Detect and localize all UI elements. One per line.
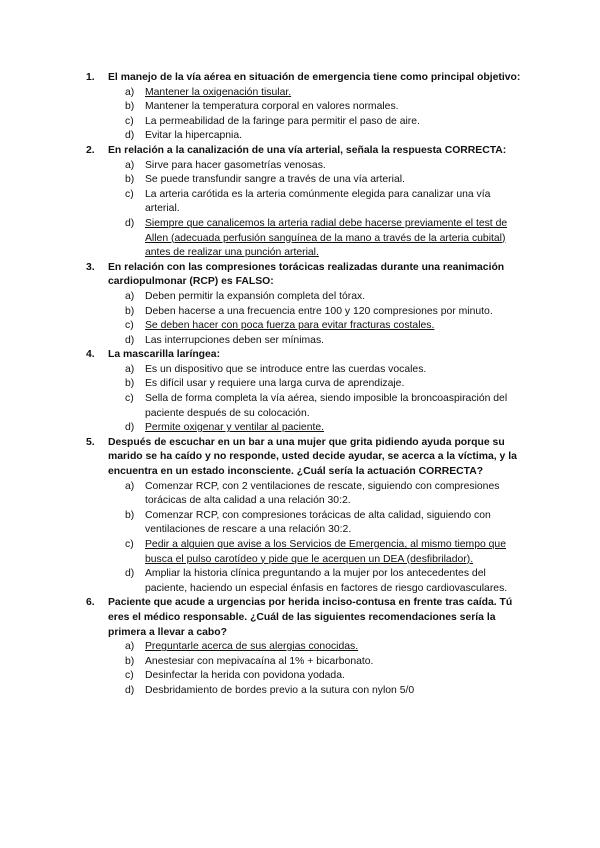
option-item <box>86 392 526 421</box>
option-label: a) <box>125 641 135 653</box>
question-item <box>86 144 526 261</box>
option-text: Deben permitir la expansión completa del tórax. <box>145 290 366 302</box>
question-number: 4. <box>86 349 95 361</box>
option-list <box>86 159 526 261</box>
option-label: b) <box>125 305 135 317</box>
option-text: Deben hacerse a una frecuencia entre 100 y 120 compresiones por minuto. <box>145 305 493 317</box>
option-list <box>86 290 526 348</box>
option-label: b) <box>125 378 135 390</box>
option-label: b) <box>125 174 135 186</box>
option-text: Desbridamiento de bordes previo a la sutura con nylon 5/0 <box>145 684 415 696</box>
option-item <box>86 684 526 699</box>
question-text: El manejo de la vía aérea en situación de emergencia tiene como principal objetivo: <box>108 72 521 83</box>
option-item <box>86 567 526 596</box>
option-label: c) <box>125 539 134 550</box>
option-item <box>86 217 526 261</box>
option-label: b) <box>125 101 135 113</box>
option-item <box>86 509 526 538</box>
option-text: La arteria carótida es la arteria comúnmente elegida para canalizar una vía arterial. <box>145 188 491 215</box>
question-item <box>86 71 526 144</box>
option-label: d) <box>125 568 135 580</box>
option-label: c) <box>125 188 134 200</box>
option-item <box>86 173 526 188</box>
option-text: Permite oxigenar y ventilar al paciente. <box>145 422 325 434</box>
option-label: b) <box>125 655 135 667</box>
option-label: a) <box>125 363 135 375</box>
option-list <box>86 363 526 436</box>
option-item <box>86 377 526 392</box>
question-text: En relación a la canalización de una vía arterial, señala la respuesta CORRECTA: <box>108 144 507 156</box>
option-label: b) <box>125 509 135 521</box>
question-item <box>86 596 526 698</box>
option-item <box>86 640 526 655</box>
option-label: d) <box>125 334 135 346</box>
option-text: Se puede transfundir sangre a través de una vía arterial. <box>145 174 405 186</box>
option-text: Siempre que canalicemos la arteria radial debe hacerse previamente el test de Allen (adecuada perfusión sanguínea de la mano a través de la arteria cubital) antes de realizar una punción arterial. <box>145 217 508 259</box>
option-text: Anestesiar con mepivacaína al 1% + bicarbonato. <box>145 655 374 667</box>
option-label: a) <box>125 290 135 302</box>
question-item <box>86 348 526 436</box>
option-text: Pedir a alguien que avise a los Servicios de Emergencia, al mismo tiempo que busca el pulso carotídeo y pide que le acerquen un DEA (desfibrilador). <box>145 539 506 565</box>
option-label: c) <box>125 670 134 682</box>
question-text: Paciente que acude a urgencias por herida inciso-contusa en frente tras caída. Tú eres el médico responsable. ¿Cuál de las siguientes recomendaciones sería la primera a llevar a cabo? <box>108 597 513 638</box>
question-text: Después de escuchar en un bar a una mujer que grita pidiendo ayuda porque su marido se ha caído y no responde, usted decide ayudar, se acerca a la víctima, y la encuentra en un estado inconsciente. ¿Cuál sería la actuación CORRECTA? <box>108 436 517 478</box>
option-text: Es difícil usar y requiere una larga curva de aprendizaje. <box>145 378 405 390</box>
option-text: Sella de forma completa la vía aérea, siendo imposible la broncoaspiración del paciente después de su colocación. <box>145 393 508 419</box>
option-text: La permeabilidad de la faringe para permitir el paso de aire. <box>145 115 420 127</box>
option-text: Mantener la oxigenación tisular. <box>145 86 292 98</box>
option-text: Las interrupciones deben ser mínimas. <box>145 334 325 346</box>
option-item <box>86 129 526 144</box>
option-text: Sirve para hacer gasometrías venosas. <box>145 159 326 171</box>
option-label: a) <box>125 159 135 171</box>
option-text: Mantener la temperatura corporal en valores normales. <box>145 101 399 113</box>
option-label: a) <box>125 86 135 98</box>
option-label: c) <box>125 320 134 332</box>
option-item <box>86 538 526 567</box>
option-item <box>86 305 526 320</box>
option-label: c) <box>125 115 134 127</box>
option-label: d) <box>125 422 135 434</box>
option-label: c) <box>125 393 134 405</box>
option-item <box>86 669 526 684</box>
option-text: Se deben hacer con poca fuerza para evitar fracturas costales. <box>145 320 435 332</box>
option-item <box>86 86 526 101</box>
question-number: 1. <box>86 72 95 83</box>
question-number: 5. <box>86 436 95 448</box>
option-label: d) <box>125 217 135 229</box>
option-label: d) <box>125 684 135 696</box>
option-item <box>86 290 526 305</box>
option-list <box>86 86 526 144</box>
option-item <box>86 188 526 217</box>
option-item <box>86 363 526 378</box>
question-list <box>86 71 526 699</box>
question-number: 2. <box>86 144 95 156</box>
option-text: Ampliar la historia clínica preguntando a la mujer por los antecedentes del paciente, haciendo un especial énfasis en factores de riesgo cardiovasculares. <box>145 568 508 594</box>
option-item <box>86 159 526 174</box>
question-text: La mascarilla laríngea: <box>108 349 221 361</box>
option-item <box>86 115 526 130</box>
option-label: d) <box>125 130 135 142</box>
option-text: Desinfectar la herida con povidona yodada. <box>145 670 345 682</box>
option-list <box>86 480 526 597</box>
question-number: 6. <box>86 597 95 609</box>
question-item <box>86 261 526 349</box>
option-text: Es un dispositivo que se introduce entre las cuerdas vocales. <box>145 363 427 375</box>
option-text: Evitar la hipercapnia. <box>145 130 243 142</box>
question-item <box>86 436 526 597</box>
option-list <box>86 640 526 698</box>
option-item <box>86 334 526 349</box>
option-label: a) <box>125 480 135 492</box>
option-item <box>86 319 526 334</box>
option-text: Comenzar RCP, con compresiones torácicas de alta calidad, siguiendo con ventilaciones de rescare a una relación 30:2. <box>145 509 491 536</box>
option-item <box>86 480 526 509</box>
option-item <box>86 421 526 436</box>
option-item <box>86 100 526 115</box>
question-text: En relación con las compresiones torácicas realizadas durante una reanimación cardiopulmonar (RCP) es FALSO: <box>108 261 505 288</box>
option-text: Preguntarle acerca de sus alergias conocidas. <box>145 641 359 653</box>
option-item <box>86 655 526 670</box>
question-number: 3. <box>86 261 95 273</box>
option-text: Comenzar RCP, con 2 ventilaciones de rescate, siguiendo con compresiones torácicas de alta calidad a una relación 30:2. <box>145 480 500 507</box>
